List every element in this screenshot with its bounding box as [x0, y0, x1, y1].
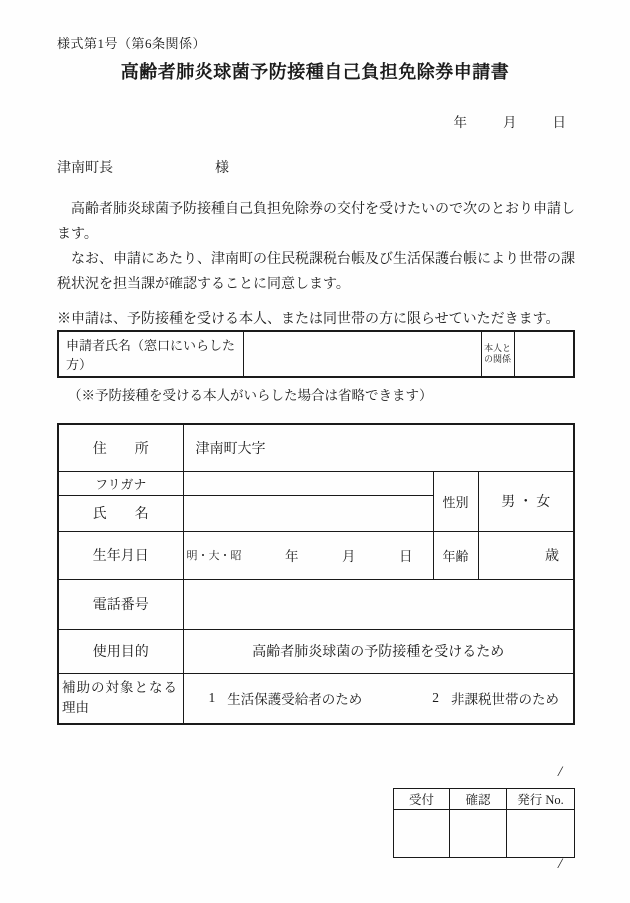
paragraph-consent: なお、申請にあたり、津南町の住民税課税台帳及び生活保護台帳により世帯の課税状況を担当課が確認することに同意します。 [57, 252, 575, 292]
phone-row [58, 579, 574, 629]
relation-to-person-label [481, 331, 514, 377]
addressee-name: 津南町長 [57, 161, 113, 176]
applicant-name-label: 申請者氏名（窓口にいらした方） [58, 331, 243, 377]
body-paragraphs [57, 197, 580, 297]
addressee-honorific: 様 [215, 161, 229, 176]
furigana-blank-cell [183, 471, 433, 495]
birthdate-row [58, 531, 574, 579]
applicant-name-table [57, 330, 575, 378]
slash-mark-top: / [558, 764, 563, 780]
relation-blank-cell [514, 331, 574, 377]
date-line [454, 111, 567, 131]
reason-option2-number: 2 [432, 690, 440, 706]
birth-month-label: 月 [342, 549, 356, 564]
address-value: 津南町大字 [183, 424, 574, 471]
date-month-label: 月 [503, 115, 517, 130]
subsidy-reason-label [58, 673, 183, 724]
office-use-header-row [394, 789, 575, 810]
phone-label: 電話番号 [58, 579, 183, 629]
age-label: 年齢 [433, 531, 478, 579]
name-label: 氏 名 [58, 495, 183, 531]
confirmation-header: 確認 [450, 789, 507, 810]
page-title: 高齢者肺炎球菌予防接種自己負担免除券申請書 [120, 62, 510, 82]
office-use-table [393, 788, 575, 858]
relation-label-line1: 本人と [483, 343, 511, 353]
phone-blank-cell [183, 579, 574, 629]
birthdate-label: 生年月日 [58, 531, 183, 579]
subsidy-reason-label-line2: 理由 [62, 700, 89, 716]
birth-year-label: 年 [285, 549, 299, 564]
form-number: 様式第1号（第6条関係） [57, 36, 207, 51]
subsidy-reason-options-cell [183, 673, 574, 724]
purpose-value: 高齢者肺炎球菌の予防接種を受けるため [183, 629, 574, 673]
address-row [58, 424, 574, 471]
date-year-label: 年 [453, 115, 467, 130]
relation-label-line2: の関係 [483, 354, 511, 364]
subsidy-reason-row [58, 673, 574, 724]
reason-option2-text: 非課税世帯のため [451, 692, 560, 708]
note-restriction: ※申請は、予防接種を受ける本人、または同世帯の方に限らせていただきます。 [57, 312, 560, 327]
gender-value: 男 ・ 女 [478, 471, 574, 531]
reception-header: 受付 [394, 789, 450, 810]
paragraph-request: 高齢者肺炎球菌予防接種自己負担免除券の交付を受けたいので次のとおり申請します。 [57, 202, 575, 242]
reason-option1-number: 1 [208, 690, 216, 706]
issue-number-blank-cell [507, 810, 575, 858]
applicant-name-row [58, 331, 574, 377]
issue-number-header: 発行 No. [507, 789, 575, 810]
gender-label: 性別 [433, 471, 478, 531]
birthdate-cell [183, 531, 433, 579]
reason-option1-text: 生活保護受給者のため [227, 692, 363, 708]
subsidy-reason-label-line1: 補助の対象となる [62, 680, 178, 696]
birth-day-label: 日 [399, 549, 413, 564]
reception-blank-cell [394, 810, 450, 858]
applicant-details-table [57, 423, 575, 725]
address-label: 住 所 [58, 424, 183, 471]
name-blank-cell [183, 495, 433, 531]
furigana-label: フリガナ [58, 471, 183, 495]
date-day-label: 日 [552, 115, 566, 130]
age-unit-label: 歳 [478, 531, 574, 579]
furigana-row [58, 471, 574, 495]
era-options: 明・大・昭 [186, 550, 242, 562]
office-use-blank-row [394, 810, 575, 858]
confirmation-blank-cell [450, 810, 507, 858]
purpose-row [58, 629, 574, 673]
slash-mark-bottom: / [558, 856, 563, 872]
caption-omission-note: （※予防接種を受ける本人がいらした場合は省略できます） [68, 388, 433, 403]
applicant-name-blank-cell [243, 331, 481, 377]
purpose-label: 使用目的 [58, 629, 183, 673]
